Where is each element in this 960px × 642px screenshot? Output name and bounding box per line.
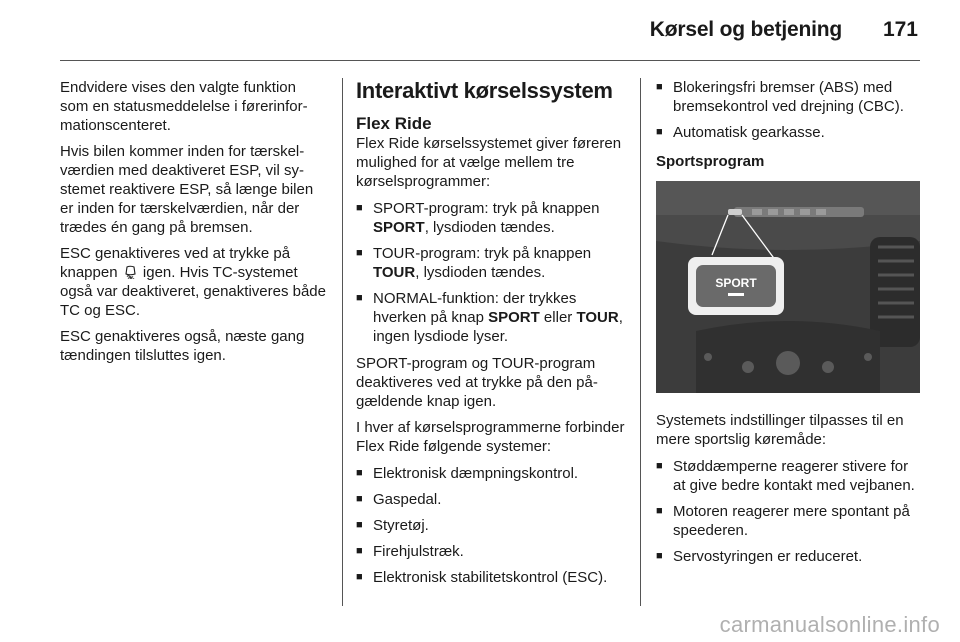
- list-item: ■ TOUR-program: tryk på knappen TOUR, lysdioden tændes.: [356, 244, 626, 282]
- paragraph-text: ESC genaktiveres ved at trykke på knappen: [60, 245, 291, 281]
- list-item: ■ Motoren reagerer mere spontant på speederen.: [656, 502, 924, 540]
- list-item: ■ Blokeringsfri bremser (ABS) med bremsekontrol ved drejning (CBC).: [656, 78, 924, 116]
- section-title: Interaktivt kørselssystem: [356, 78, 613, 103]
- subsection-title: Flex Ride: [356, 114, 432, 133]
- mode-list: [356, 199, 626, 346]
- page-number: 171: [882, 18, 918, 41]
- page-title: Kørsel og betjening: [649, 18, 842, 41]
- list-item: ■ SPORT-program: tryk på knappen SPORT, lysdioden tændes.: [356, 199, 626, 237]
- paragraph: SPORT-program og TOUR-program deaktiveres ved at trykke på den pågældende knap igen.: [356, 355, 598, 410]
- list-item: ■ Støddæmperne reagerer stivere for at give bedre kontakt med vejbanen.: [656, 457, 924, 495]
- list-item: ■ Automatisk gearkasse.: [656, 123, 924, 142]
- list-item: ■ Servostyringen er reduceret.: [656, 547, 924, 566]
- page-header: [0, 18, 960, 48]
- list-item: ■ Elektronisk dæmpningskontrol.: [356, 464, 626, 483]
- dashboard-sport-button-photo: [656, 181, 920, 393]
- esc-off-icon: [124, 265, 137, 279]
- paragraph: ESC genaktiveres også, næste gang tændingen tilsluttes igen.: [60, 328, 305, 364]
- sport-effects-list: [656, 457, 924, 566]
- column-2: [356, 78, 626, 595]
- column-divider: [342, 78, 343, 606]
- list-item: ■ Elektronisk stabilitetskontrol (ESC).: [356, 568, 626, 587]
- list-item: ■ Gaspedal.: [356, 490, 626, 509]
- column-3: [656, 78, 924, 574]
- paragraph: Hvis bilen kommer inden for tærskelværdien med deaktiveret ESP, vil systemet reaktivere ESP, så længe bilen er inden for tærskelværdien, når der trædes én gang på bremsen.: [60, 143, 314, 236]
- paragraph: Endvidere vises den valgte funktion som en statusmeddelelse i førerinformationscenteret.: [60, 79, 308, 134]
- list-item: ■ Firehjulstræk.: [356, 542, 626, 561]
- sport-button-label: SPORT: [715, 276, 757, 290]
- list-item: ■ NORMAL-funktion: der trykkes hverken på knap SPORT eller TOUR, ingen lysdiode lyser.: [356, 289, 626, 346]
- list-item: ■ Styretøj.: [356, 516, 626, 535]
- system-list: [356, 464, 626, 587]
- subsection-title: Sportsprogram: [656, 153, 765, 170]
- column-1: [60, 78, 328, 372]
- paragraph: I hver af kørselsprogrammerne forbinder Flex Ride følgende systemer:: [356, 419, 625, 455]
- watermark: carmanualsonline.info: [719, 612, 940, 637]
- column-divider: [640, 78, 641, 606]
- header-rule: [60, 60, 920, 61]
- paragraph: [60, 244, 328, 320]
- system-list-continued: [656, 78, 924, 142]
- paragraph: Systemets indstillinger tilpasses til en mere sportslig køremåde:: [656, 412, 904, 448]
- paragraph-text: igen. Hvis TC-systemet også var deaktiveret, genaktiveres både TC og ESC.: [60, 264, 326, 319]
- paragraph: Flex Ride kørselssystemet giver føreren mulighed for at vælge mellem tre kørselsprogrammer:: [356, 135, 622, 190]
